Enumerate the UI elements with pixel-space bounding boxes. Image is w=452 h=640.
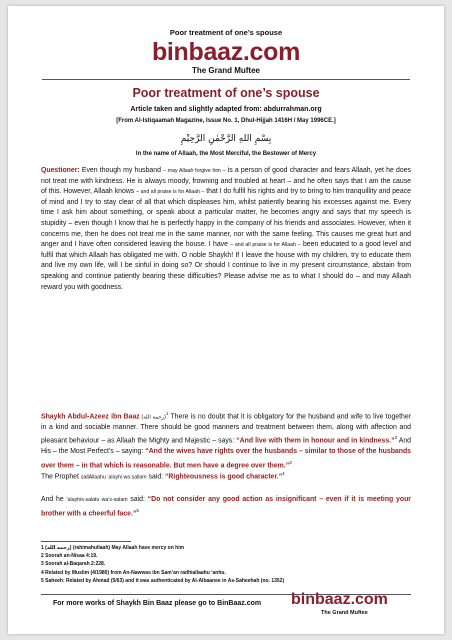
answer-text: And His – the Most Perfect’s – saying: [41, 437, 411, 456]
shaykh-label: Shaykh Abdul-Azeez ibn Baaz [41, 413, 140, 421]
header-title: Poor treatment of one’s spouse [169, 28, 283, 37]
footnote: 1 (رحمه الله) (rahimahullaah) May Allaah have mercy on him [41, 545, 185, 551]
footnote: 4 Related by Muslim (4/1980) from An-Nawwas ibn Sam’an radhiallaahu ‘anhu. [41, 569, 226, 576]
footnote-divider [41, 541, 131, 542]
footnote: 3 Soorah al-Baqarah 2:228. [41, 561, 106, 568]
quran-quote: “And the wives have rights over the husbands – similar to those of the husbands over them – in that which is reasonable. But men have a degree over them.” [41, 448, 411, 470]
quran-quote: “And live with them in honour and in kindness.” [236, 437, 395, 445]
footnote-ref[interactable]: 4 [282, 471, 285, 476]
footer-link-text[interactable]: For more works of Shaykh Bin Baaz please go to BinBaaz.com [53, 600, 262, 607]
question-text: been educated to a good level and fulfil that which Allaah has obligated me with. O noble Shaykh! If I leave the house with my children, try to educate them and live my own life, will I be sinful in doing so? Or should I continue to live in my present circumstance, abstain from speaking and continue patiently bearing these difficulties? Please advise me as to what I should do – and may Allaah reward you with goodness. [41, 241, 411, 291]
salutation: sallAllaahu ‘alayhi wa sallam [80, 474, 147, 481]
question-aside: – may Allaah forgive him – [163, 168, 226, 174]
footnote: 5 Saheeh: Related by Ahmad (5/63) and it was authenticated by Al-Albaanee in As-Saheehah (no. 1352) [41, 577, 285, 584]
basmala-translation: In the name of Allaah, the Most Merciful, the Bestower of Mercy [135, 151, 317, 157]
honorific-arabic: (رحمه الله) [139, 414, 166, 421]
hadith-quote: “Righteousness is good character.” [164, 473, 283, 481]
hadith-text: said: [127, 496, 148, 503]
hadith-text: The Prophet [41, 473, 81, 481]
hadith-paragraph [41, 469, 411, 483]
footnote-ref[interactable]: 3 [289, 459, 292, 465]
logo-subtitle: The Grand Muftee [191, 66, 260, 75]
answer-text: There is no doubt that it is obligatory for the husband and wife to live together in a kind and sociable manner. There should be good manners and treatment between them, along with affection and pleasant behaviour – as Allaah the Mighty and Majestic – says: [41, 413, 412, 445]
questioner-label: Questioner: [41, 167, 80, 174]
citation-line: [From Al-Istiqaamah Magazine, Issue No. 1, Dhul-Hijjah 1416H / May 1996CE.] [116, 118, 336, 124]
question-aside: – and all praise is for Allaah – [136, 189, 205, 196]
footer-logo: binbaaz.com [291, 591, 388, 608]
footnote-ref[interactable]: 5 [136, 507, 139, 513]
footnotes [41, 544, 411, 585]
footnote-ref[interactable]: 1 [165, 411, 169, 416]
hadith-text: said: [146, 473, 165, 481]
question-paragraph [41, 166, 411, 293]
binbaaz-logo: binbaaz.com [151, 38, 301, 66]
answer-paragraph [41, 409, 411, 472]
footnote: 2 Soorah an-Nisaa 4:19. [41, 553, 98, 560]
hadith-paragraph [41, 495, 411, 519]
salutation: ‘alayhis-salatu wa’s-salam [66, 497, 128, 503]
question-text: Even though my husband [79, 167, 164, 174]
hadith-quote: “Do not consider any good action as insignificant – even if it is meeting your brother with a cheerful face.” [41, 496, 411, 517]
hadith-text: And he [41, 496, 67, 503]
header-divider [42, 79, 410, 80]
basmala: بِسْمِ اللهِ الرَّحْمٰنِ الرَّحِيْمِ [180, 134, 272, 144]
question-text: that I do fulfil his rights and try to bring to him tranquillity and peace of mind and I try to stay clear of all that which displeases him, whilst patiently bearing his excesses against me. Every time I ask him about something, or speak about a particular matter, he becomes angry and says that my speech is stupidity – even though I know that he is perfectly happy in the company of his friends and associates. However, when it concerns me, then he does not treat me in the same manner, nor with the same feeling. This causes me great hurt and anger and I have often considered leaving the house. I have [41, 188, 411, 249]
footnote-ref[interactable]: 2 [394, 435, 398, 441]
article-title: Poor treatment of one’s spouse [132, 86, 320, 100]
question-aside: – and all praise is for Allaah – [230, 242, 301, 249]
footer-logo-subtitle: The Grand Muftee [321, 610, 368, 616]
document-page [8, 6, 444, 634]
source-line: Article taken and slightly adapted from: abdurrahman.org [130, 106, 322, 113]
question-text: is a person of good character and fears Allaah, yet he does not treat me with kindness. He is always moody, frowning and troubled at heart – and he often says that I am the cause of this. However, Allaah knows [41, 167, 411, 196]
